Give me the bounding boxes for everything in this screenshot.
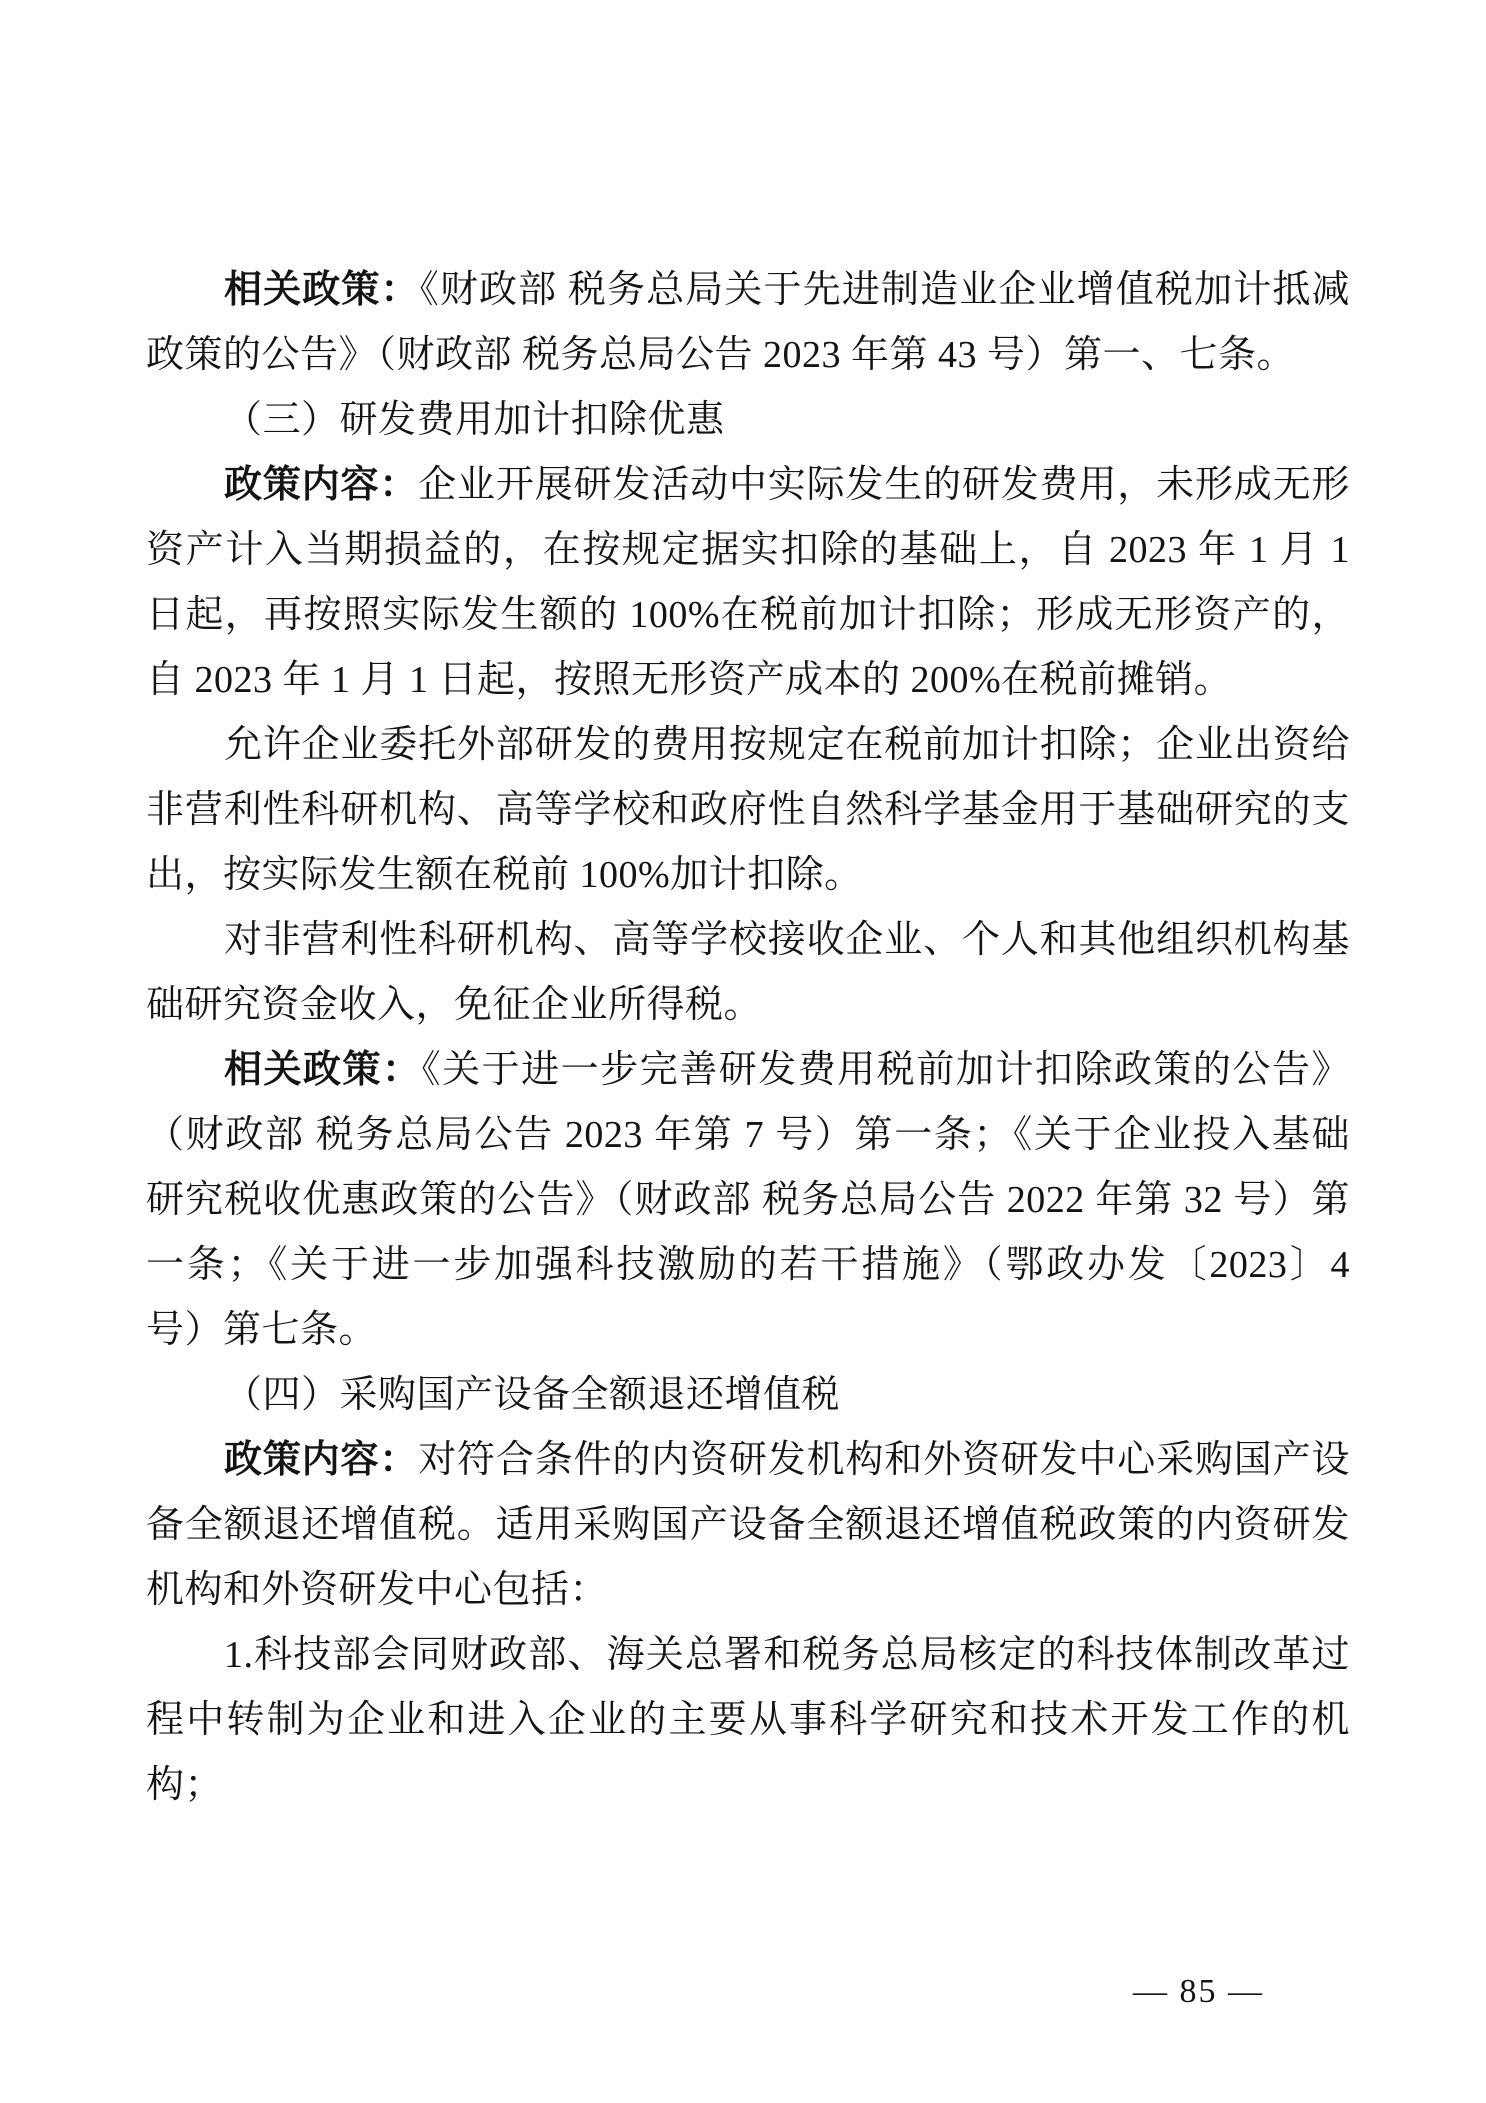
paragraph-lead: 政策内容： — [224, 464, 419, 506]
paragraph: 政策内容：对符合条件的内资研发机构和外资研发中心采购国产设备全额退还增值税。适用采购国产设备全额退还增值税政策的内资研发机构和外资研发中心包括： — [146, 1439, 1350, 1611]
paragraph: 对非营利性科研机构、高等学校接收企业、个人和其他组织机构基础研究资金收入，免征企业所得税。 — [146, 919, 1350, 1026]
paragraph-lead: 相关政策： — [224, 1049, 422, 1091]
section-heading: （四）采购国产设备全额退还增值税 — [224, 1374, 841, 1416]
document-body — [146, 258, 1350, 1818]
paragraph: 相关政策：《关于进一步完善研发费用税前加计扣除政策的公告》（财政部 税务总局公告 2023 年第 7 号）第一条；《关于企业投入基础研究税收优惠政策的公告》（财政部 税务总局公告 2022 年第 32 号）第一条；《关于进一步加强科技激励的若干措施》（鄂政办发〔2023〕4 号）第七条。 — [146, 1049, 1350, 1351]
page-number: — 85 — — [1133, 1973, 1264, 2010]
paragraph: 相关政策：《财政部 税务总局关于先进制造业企业增值税加计抵减政策的公告》（财政部 税务总局公告 2023 年第 43 号）第一、七条。 — [146, 269, 1350, 376]
section-heading: （三）研发费用加计扣除优惠 — [224, 399, 725, 441]
paragraph-lead: 相关政策： — [224, 269, 420, 311]
paragraph: 政策内容：企业开展研发活动中实际发生的研发费用，未形成无形资产计入当期损益的，在按规定据实扣除的基础上，自 2023 年 1 月 1 日起，再按照实际发生额的 100%在税前加计扣除；形成无形资产的，自 2023 年 1 月 1 日起，按照无形资产成本的 200%在税前摊销。 — [146, 464, 1350, 701]
paragraph-lead: 政策内容： — [224, 1439, 419, 1481]
paragraph: 1.科技部会同财政部、海关总署和税务总局核定的科技体制改革过程中转制为企业和进入企业的主要从事科学研究和技术开发工作的机构； — [146, 1634, 1350, 1806]
paragraph: 允许企业委托外部研发的费用按规定在税前加计扣除；企业出资给非营利性科研机构、高等学校和政府性自然科学基金用于基础研究的支出，按实际发生额在税前 100%加计扣除。 — [146, 724, 1350, 896]
